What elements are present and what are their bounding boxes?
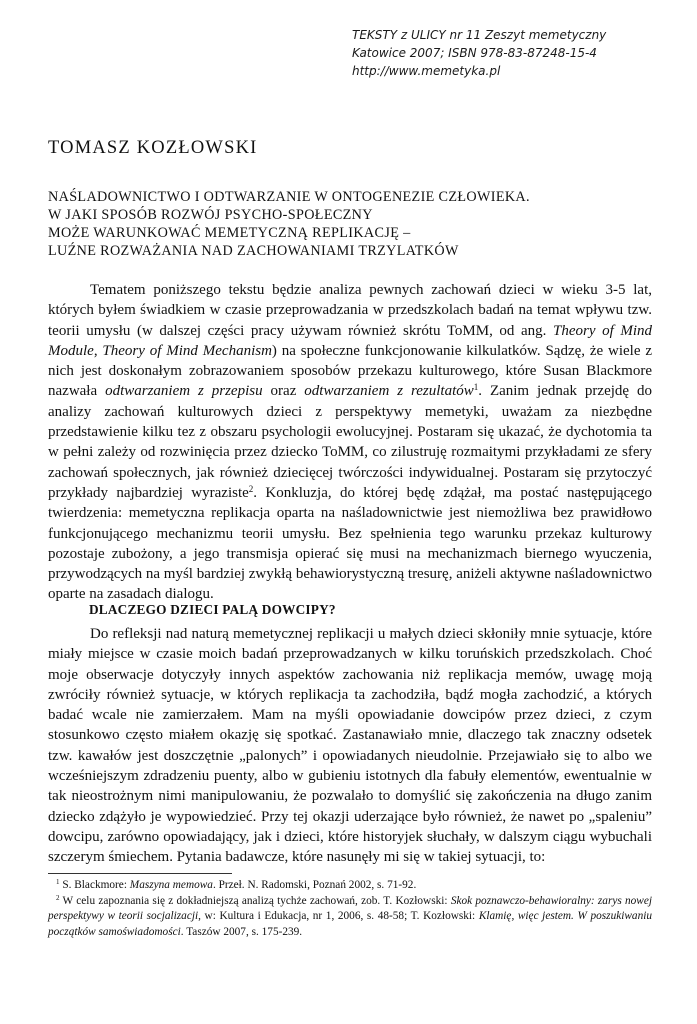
title-line-3: MOŻE WARUNKOWAĆ MEMETYCZNĄ REPLIKACJĘ – (48, 225, 411, 241)
footnote-ref-2[interactable]: 2 (248, 483, 254, 494)
footnote-2-text-a: W celu zapoznania się z dokładniejszą analizą tychże zachowań, zob. T. Kozłowski: (59, 894, 451, 907)
title-line-4: LUŹNE ROZWAŻANIA NAD ZACHOWANIAMI TRZYLATKÓW (48, 243, 459, 259)
footnote-divider (48, 873, 232, 874)
intro-text-4: . Konkluzja, do której będę zdążał, ma postać następującego twierdzenia: memetyczna replikacja oparta na naśladownictwie jest niemożliwa bez prawidłowo funkcjonującego mechanizmu teorii umysłu. Bez spełnienia tego warunku przekaz kulturowy pozostaje zubożony, a jego transmisja opierać się musi na mechanizmach biernego wyuczenia, przywodzących na myśl bardziej zwykłą behawiorystyczną tresurę, aniżeli aktywne naśladownictwo oparte na zasadach dialogu. (48, 484, 652, 603)
footnote-2-text-b: , w: Kultura i Edukacja, nr 1, 2006, s. 48-58; T. Kozłowski: (198, 910, 479, 923)
intro-term-tomm-mechanism: Theory of Mind Mechanism (102, 342, 272, 359)
intro-separator: , (93, 342, 103, 359)
author-name: TOMASZ KOZŁOWSKI (48, 138, 258, 158)
footnote-2 (48, 894, 652, 941)
intro-paragraph (48, 280, 652, 605)
footnote-2-title-1: Skok poznawczo-behawioralny: zarys nowej perspektywy w teorii socjalizacji (48, 894, 652, 923)
footnote-1 (48, 878, 652, 894)
footnote-1-text-a: S. Blackmore: (59, 879, 130, 891)
section-heading: DLACZEGO DZIECI PALĄ DOWCIPY? (89, 602, 336, 617)
intro-text-oraz: oraz (262, 383, 305, 400)
intro-section (48, 280, 652, 605)
footnote-ref-1[interactable]: 1 (473, 382, 479, 393)
article-title (48, 188, 658, 260)
footnote-2-number: 2 (56, 893, 60, 902)
title-line-2: W JAKI SPOSÓB ROZWÓJ PSYCHO-SPOŁECZNY (48, 207, 373, 223)
journal-header (352, 26, 672, 80)
journal-header-line-1: TEKSTY z ULICY nr 11 Zeszyt memetyczny (352, 28, 607, 42)
intro-text-3: . Zanim jednak przejdę do analizy zachowań kulturowych dzieci z perspektywy memetyki, uważam za niezbędne przedstawienie kilku tez z obszaru psychologii ewolucyjnej. Postaram się ukazać, że dychotomia ta w pełni zależy od rozwinięcia przez dziecko ToMM, co zilustruję rozmaitymi przykładami ze sfery zachowań społecznych, jak również dziecięcej twórczości indywidualnej. Postaram się przytoczyć przykłady najbardziej wyraziste (48, 383, 652, 501)
intro-text-2: ) na społeczne funkcjonowanie kilkulatków. Sądzę, że wiele z nich jest doskonałym zobrazowaniem sposobów przekazu kulturowego, które Susan Blackmore nazwała (48, 342, 653, 400)
intro-term-tomm-module: Theory of Mind Module (48, 322, 652, 359)
footnote-2-title-2: Klamię, więc jestem. W poszukiwaniu początków samoświadomości (48, 910, 653, 938)
intro-term-recipe: odtwarzaniem z przepisu (105, 383, 263, 400)
intro-text-1: Tematem poniższego tekstu będzie analiza pewnych zachowań dzieci w wieku 3-5 lat, których byłem świadkiem w czasie przeprowadzania w przedszkolach badań na temat wpływu tzw. teorii umysłu (w dalszej części pracy używam również skrótu ToMM, od ang. (48, 282, 652, 339)
section-paragraph: Do refleksji nad naturą memetycznej replikacji u małych dzieci skłoniły mnie sytuacje, które miały miejsce w czasie moich badań przeprowadzanych w kilku toruńskich przedszkolach. Choć moje obserwacje dotyczyły innych aspektów zachowania niż replikacja memów, uwagę moją zwróciły również sytuacje, w których replikacja ta zachodziła, bądź mogła zachodzić, a których badać wcale nie zamierzałem. Mam na myśli opowiadanie dowcipów przez dzieci, z czym stosunkowo często miałem okazję się spotkać. Zastanawiało mnie, dlaczego tak znaczny odsetek tzw. kawałów jest doszczętnie „palonych” i opowiadanych nieudolnie. Przejawiało się to albo we wcześniejszym zdradzeniu puenty, albo w gubieniu istotnych dla fabuły elementów, ewentualnie w tak nieostrożnym nimi manipulowaniu, że pozwalało to domyślić się zakończenia na długo zanim dziecko zdążyło je wypowiedzieć. Przy tej okazji uderzające było również, że nawet po „spaleniu” dowcipu, zarówno opowiadający, jak i dzieci, które historyjek słuchały, w dalszym ciągu wybuchali szczerym śmiechem. Pytania badawcze, które nasunęły mi się w takiej sytuacji, to: (48, 626, 652, 866)
journal-url: http://www.memetyka.pl (352, 64, 501, 78)
footnotes (48, 878, 652, 940)
intro-term-results: odtwarzaniem z rezultatów (304, 383, 474, 400)
footnote-1-book-title: Maszyna memowa (129, 879, 213, 891)
footnote-1-number: 1 (56, 878, 60, 886)
section-body (48, 624, 652, 868)
footnote-1-text-b: . Przeł. N. Radomski, Poznań 2002, s. 71-92. (212, 879, 417, 891)
footnote-2-text-c: . Taszów 2007, s. 175-239. (180, 925, 303, 938)
journal-header-line-2: Katowice 2007; ISBN 978-83-87248-15-4 (352, 46, 597, 60)
title-line-1: NAŚLADOWNICTWO I ODTWARZANIE W ONTOGENEZIE CZŁOWIEKA. (48, 189, 530, 205)
